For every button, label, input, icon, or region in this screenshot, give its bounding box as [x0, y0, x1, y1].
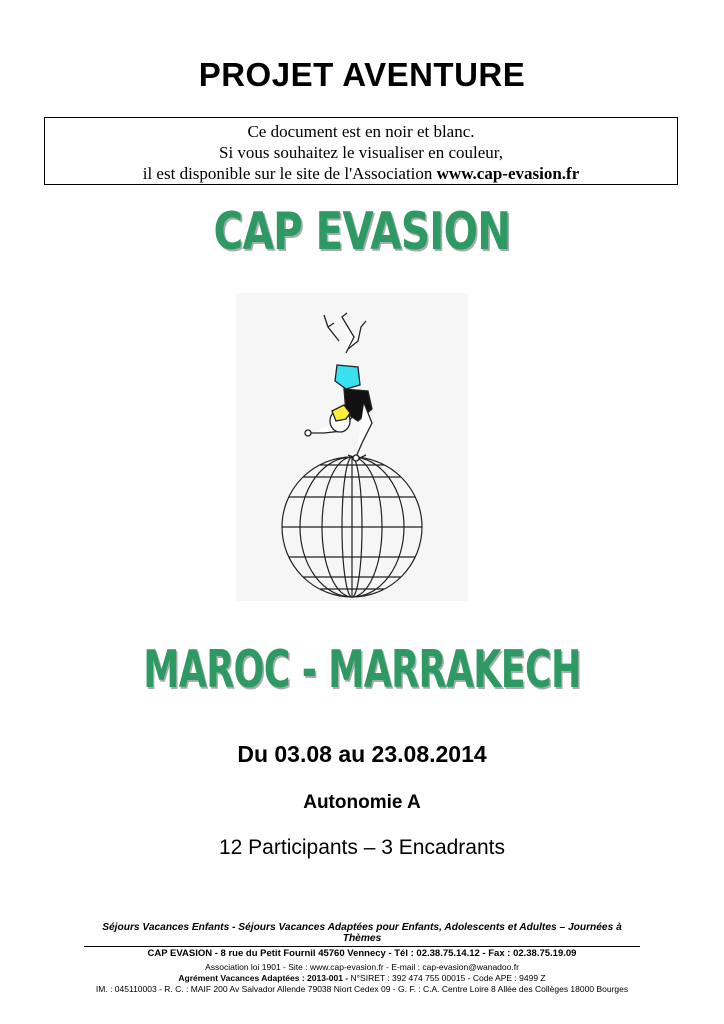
footer-tagline: Séjours Vacances Enfants - Séjours Vacances Adaptées pour Enfants, Adolescents et Adultes – Journées à Thèmes	[84, 922, 640, 947]
footer-address: CAP EVASION - 8 rue du Petit Fournil 45760 Vennecy - Tél : 02.38.75.14.12 - Fax : 02.38.75.19.09	[147, 948, 577, 959]
trip-dates: Du 03.08 au 23.08.2014	[237, 741, 487, 767]
notice-line-2: Si vous souhaitez le visualiser en couleur,	[218, 143, 503, 162]
footer-association: Association loi 1901 - Site : www.cap-evasion.fr - E-mail : cap-evasion@wanadoo.fr	[205, 962, 519, 972]
page-title: PROJET AVENTURE	[198, 56, 526, 93]
footer-agrement-rest: N°SIRET : 392 474 755 00015 - Code APE : 9499 Z	[348, 973, 546, 983]
footer-im: IM. : 045110003 - R. C. : MAIF 200 Av Salvador Allende 79038 Niort Cedex 09 - G. F. : C.A. Centre Loire 8 Allée des Collèges 18000 Bourges	[95, 984, 629, 994]
brand-heading: CAP EVASION	[213, 202, 511, 262]
notice-line-3	[45, 163, 677, 184]
destination-heading: MAROC - MARRAKECH	[143, 640, 581, 700]
color-notice-box	[44, 117, 678, 185]
footer-agrement-label: Agrément Vacances Adaptées : 2013-001 -	[178, 973, 349, 983]
notice-line-3-text: il est disponible sur le site de l'Association	[142, 164, 437, 183]
website-link[interactable]: www.cap-evasion.fr	[436, 164, 580, 183]
participants-count: 12 Participants – 3 Encadrants	[218, 836, 505, 859]
autonomy-level: Autonomie A	[303, 792, 421, 813]
notice-line-1: Ce document est en noir et blanc.	[247, 122, 475, 141]
footer-agrement	[0, 973, 724, 983]
acrobat-globe-logo	[236, 293, 468, 601]
